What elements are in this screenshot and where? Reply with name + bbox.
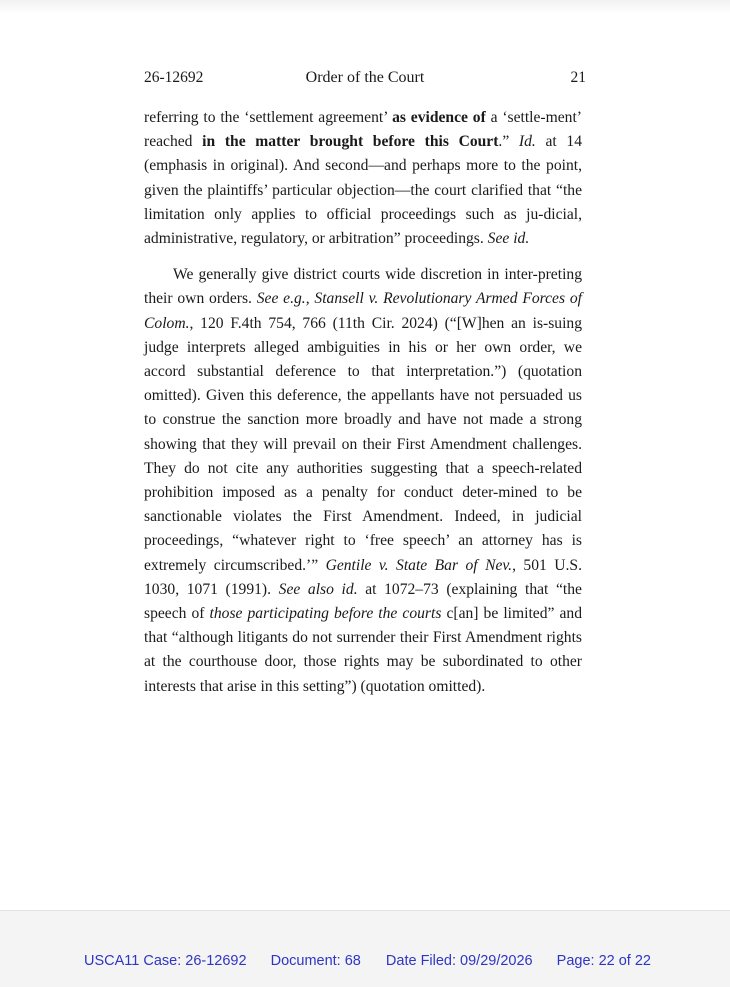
footer-case: USCA11 Case: 26-12692 xyxy=(84,953,247,969)
text-run: a ‘settle-ment’ reached xyxy=(144,109,583,151)
pdf-footer-bar xyxy=(0,910,730,987)
header-page-number: 21 xyxy=(570,69,586,86)
italic-text: Gentile v. State Bar of Nev. xyxy=(325,556,513,574)
text-run: c[an] be limited” and that “although litigants do not surrender their First Amendment rights at the courthouse door, those rights may be subordinated to other interests that arise in this setting”) (quotation omitted). xyxy=(144,605,582,695)
footer-page: Page: 22 of 22 xyxy=(556,953,651,969)
header-case-number: 26-12692 xyxy=(144,69,204,86)
header-title: Order of the Court xyxy=(305,69,425,86)
body-paragraph xyxy=(144,106,582,251)
text-run: at 1072–73 (explaining that “the speech of xyxy=(144,580,582,623)
italic-text: See e.g., Stansell v. Revolutionary Armed Forces of Colom. xyxy=(144,290,582,332)
italic-text: those participating before the courts xyxy=(209,605,442,623)
italic-text: See id. xyxy=(487,230,530,248)
bold-text: as evidence of xyxy=(392,109,486,126)
text-run: We generally give district courts wide discretion in inter-preting their own orders. xyxy=(144,266,582,308)
text-run: referring to the ‘settlement agreement’ xyxy=(144,109,393,126)
footer-document: Document: 68 xyxy=(270,953,361,969)
italic-text: See also id. xyxy=(278,580,358,598)
text-run: .” xyxy=(498,133,519,151)
page-top-shadow xyxy=(0,0,730,14)
italic-text: Id. xyxy=(518,133,536,151)
text-run: , 501 U.S. 1030, 1071 (1991). xyxy=(144,556,582,598)
page-header xyxy=(144,69,586,91)
bold-text: in the matter brought before this Court xyxy=(202,133,499,151)
document-body xyxy=(144,106,582,699)
text-run: at 14 (emphasis in original). And second—and perhaps more to the point, given the plaintiffs’ particular objection—the court clarified that “the limitation only applies to official proceedings such as ju-dicial, administrative, regulatory, or arbitration” proceedings. xyxy=(144,133,583,248)
text-run: , 120 F.4th 754, 766 (11th Cir. 2024) (“[W]hen an is-suing judge interprets alleged ambiguities in his or her own order, we accord substantial deference to that interpretation.”) (quotation omitted). Given this deference, the appellants have not persuaded us to construe the sanction more broadly and have not made a strong showing that they will prevail on their First Amendment challenges. They do not cite any authorities suggesting that a speech-related prohibition imposed as a penalty for conduct deter-mined to be sanctionable violates the First Amendment. Indeed, in judicial proceedings, “whatever right to ‘free speech’ an attorney has is extremely circumscribed.’” xyxy=(144,314,582,574)
pdf-stamp-footer xyxy=(84,953,651,969)
footer-date-filed: Date Filed: 09/29/2026 xyxy=(385,953,533,969)
body-paragraph xyxy=(144,263,582,699)
